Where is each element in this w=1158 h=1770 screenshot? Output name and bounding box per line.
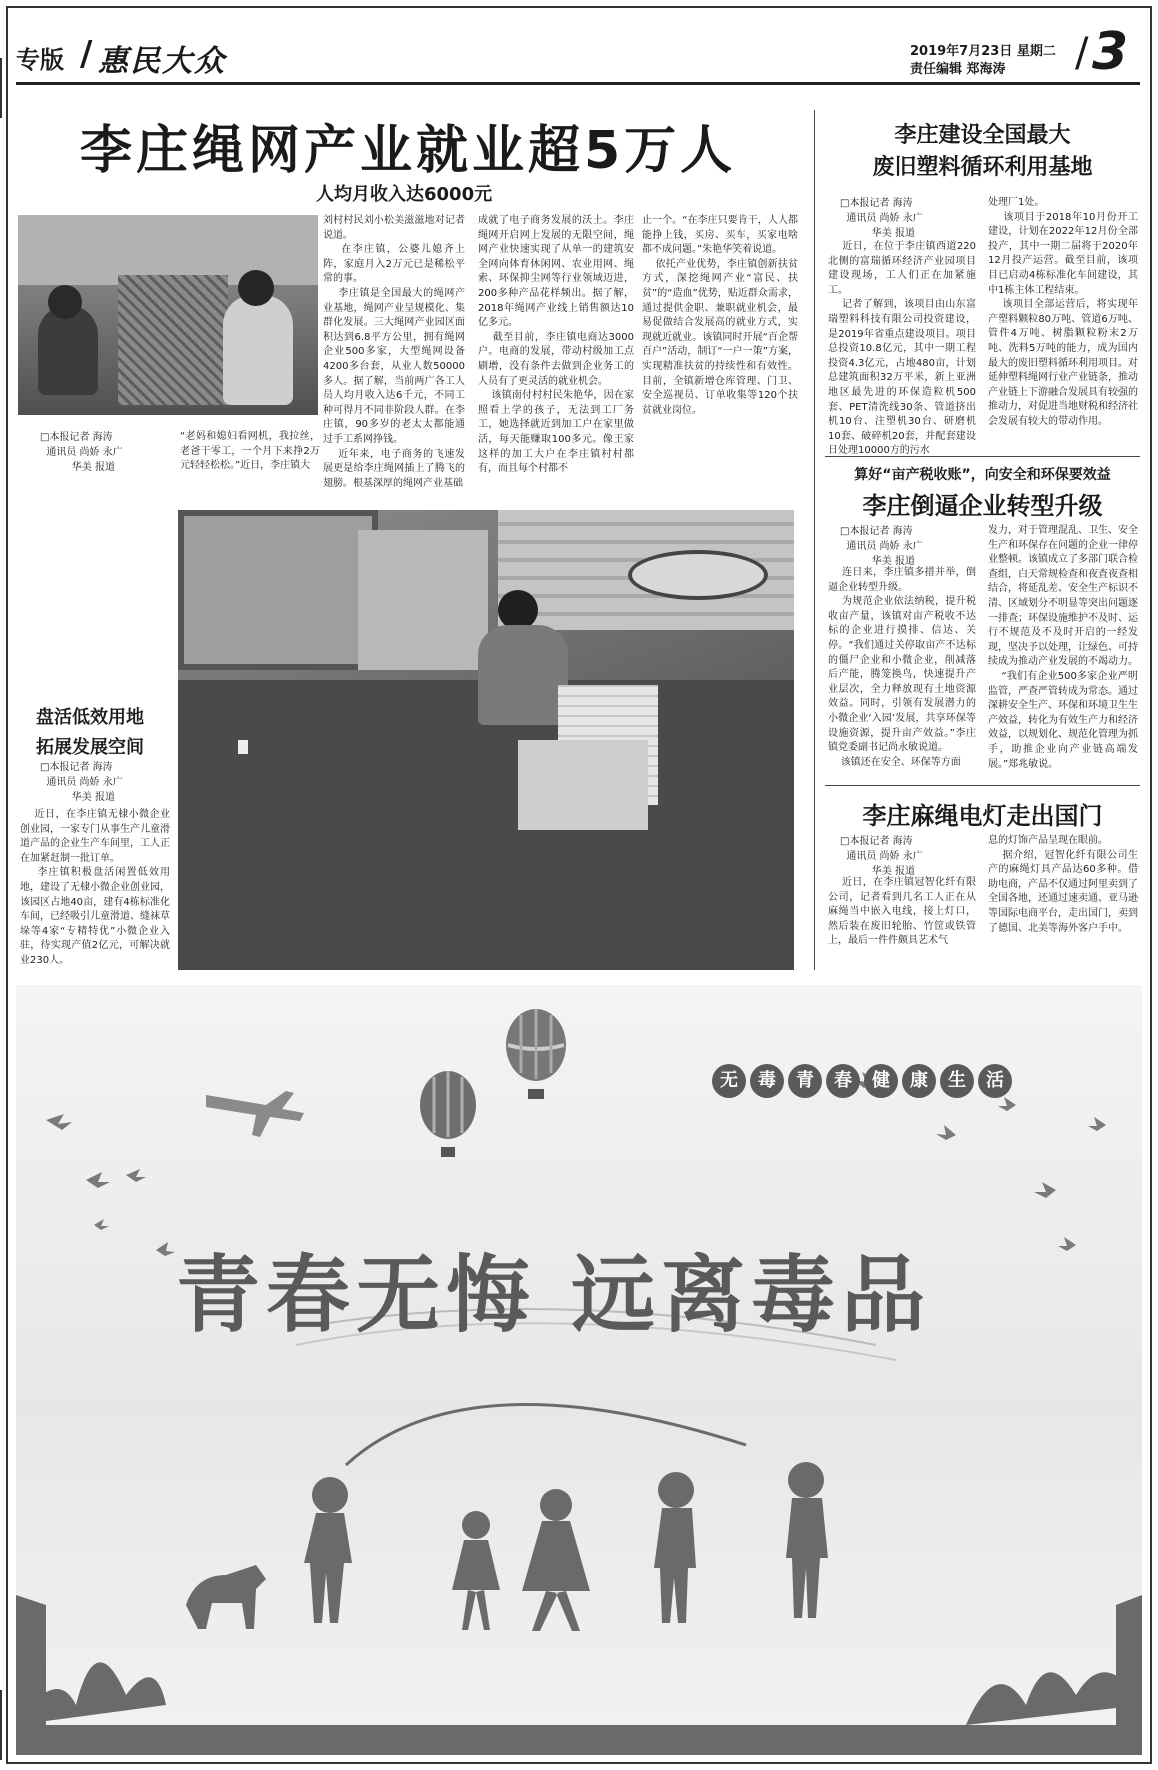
- section-label: 专版: [16, 46, 64, 74]
- photo-net-workers: [18, 215, 318, 415]
- tag-char: 毒: [750, 1064, 784, 1098]
- issue-date: 2019年7月23日 星期二: [910, 44, 1056, 59]
- header-divider: /: [1075, 30, 1089, 76]
- article-text: 成就了电子商务发展的沃土。李庄绳网开启网上发展的无限空间，绳网产业快速实现了从单一的建筑安全网向体育休闲网、农业用网、绳索、环保抑尘网等行业领域迈进，200多种产品花样频出。据了解，2018年绳网产业线上销售额达10亿多元。 截至目前，李庄镇电商达3000户。电商的发展，带动村级加工点刷增，没有条件去做到企业务工的人员有了更灵活的就业机会。 该镇南付村村民朱艳华，因在家照看上学的孩子，无法到工厂务工，她选择就近到加工户在家里做活，每天能赚取100多元。像王家这样的加工大户在李庄镇村村都有，而且每个村都不: [478, 215, 635, 475]
- brand-logo: 惠民大众: [98, 44, 226, 79]
- side-headline: [825, 120, 1140, 184]
- article-text: 近日，在李庄镇无棣小微企业创业园，一家专门从事生产儿童滑道产品的企业生产车间里，工人正在加紧赶制一批订单。 李庄镇积极盘活闲置低效用地，建设了无棣小微企业创业园，该园区占地40亩，建有4栋标准化车间，已经吸引儿童滑道、缝袜草垛等4家“专精特优”小微企业入驻，待实现产值2亿元，可解决就业230人。: [20, 809, 171, 966]
- article-divider: [825, 785, 1140, 786]
- tag-char: 无: [712, 1064, 746, 1098]
- side-headline: [20, 703, 160, 759]
- side-headline-line2: 废旧塑料循环利用基地: [872, 155, 1093, 180]
- editor-credit: 责任编辑 郑海涛: [910, 62, 1006, 77]
- ad-slogan: 青春无悔 远离毒品: [176, 1245, 932, 1344]
- kicker: 算好“亩产税收账”，向安全和环保要效益: [854, 467, 1111, 483]
- headline: 李庄绳网产业就业超5万人: [80, 121, 737, 181]
- photo-factory-worker: [178, 510, 794, 970]
- byline: □本报记者 海涛 通讯员 尚娇 永广 华美 报道: [40, 762, 123, 803]
- header-rule: [16, 82, 1140, 85]
- side-headline: 李庄麻绳电灯走出国门: [862, 802, 1103, 830]
- header-divider: /: [80, 34, 93, 74]
- tag-char: 活: [978, 1064, 1012, 1098]
- tag-char: 健: [864, 1064, 898, 1098]
- article-text: “老妈和媳妇看网机，我拉丝，老爸干零工，一个月下来挣2万元轻轻松松。”近日，李庄镇大: [180, 431, 320, 472]
- anti-drug-ad: [16, 985, 1142, 1755]
- article-text: 处理厂1处。 该项目于2018年10月份开工建设，计划在2022年12月份全部投产，其中一期二届将于2020年12月投产运营。截至目前，该项目已启动4栋标准化车间建设，其中1栋主体工程结束。 该项目全部运营后，将实现年产塑料颗粒80万吨、管道6万吨、管件4万吨、树脂颗粒粉末2万吨、洗料5万吨的能力，成为国内最大的废旧塑料循环利用项目。对延伸塑料绳网行业产业链条，推动产业链上下游融合发展具有较强的推动力，对促进当地财税和经济社会发展有较大的带动作用。: [988, 197, 1139, 427]
- article-text: 连日来，李庄镇多措并举，倒逼企业转型升级。 为规范企业依法纳税，提升税收亩产量，该镇对亩产税收不达标的企业进行摸排、信达、关停。“我们通过关停取亩产不达标的僵尸企业和小微企业，削减落后产能，腾笼换鸟，快速提升产业层次，全力释放现有土地资源效益。同时，引领有发展潜力的小微企业‘入园’发展，共享环保等设施资源，提升亩产效益。”李庄镇党委副书记尚永敏说道。 该镇还在安全、环保等方面: [828, 567, 977, 768]
- byline: □本报记者 海涛 通讯员 尚娇 永广 华美 报道: [840, 198, 923, 239]
- article-text: 刘村村民刘小松美滋滋地对记者说道。 在李庄镇，公婆儿媳齐上阵，家庭月入2万元已是稀松平常的事。 李庄镇是全国最大的绳网产业基地，绳网产业呈规模化、集群化发展。三大绳网产业园区面积达到6.8平方公里，拥有绳网企业500多家，大型绳网设备4200多台套，从业人数50000多人。据了解，当前两广各工人员人均月收入达6千元，不同工种可得月不同非阶段人群。在李庄镇，90多岁的老太太都能通过手工系网挣钱。 近年来，电子商务的飞速发展更是给李庄绳网插上了腾飞的翅膀。根基深厚的绳网产业基础: [323, 215, 466, 489]
- tag-char: 生: [940, 1064, 974, 1098]
- edge-rule: [0, 1690, 2, 1760]
- byline: □本报记者 海涛 通讯员 尚娇 永广 华美 报道: [40, 432, 123, 473]
- ad-artwork: [16, 985, 1142, 1755]
- side-headline-line1: 盘活低效用地: [36, 707, 144, 728]
- page-number: 3: [1092, 22, 1129, 82]
- byline: □本报记者 海涛 通讯员 尚娇 永广 华美 报道: [840, 836, 923, 877]
- article-text: 近日，在李庄镇冠智化纤有限公司，记者看到几名工人正在从麻绳当中嵌入电线，接上灯口，然后装在废旧轮胎、竹筐或铁管上，最后一件件颇具艺术气: [828, 877, 977, 947]
- byline: □本报记者 海涛 通讯员 尚娇 永广 华美 报道: [840, 526, 923, 567]
- airplane-icon: [206, 1091, 304, 1137]
- subheadline: 人均月收入达6000元: [316, 184, 493, 205]
- article-text: 息的灯饰产品呈现在眼前。 据介绍，冠智化纤有限公司生产的麻绳灯具产品达60多种。借助电商，产品不仅通过阿里卖到了全国各地，还通过速卖通、亚马逊等国际电商平台，走出国门，卖到了德国、北美等海外客户手中。: [988, 835, 1139, 934]
- side-headline-line2: 拓展发展空间: [36, 737, 144, 758]
- hot-air-balloon-icon: [420, 1071, 476, 1157]
- column-rule: [814, 110, 815, 970]
- tag-char: 康: [902, 1064, 936, 1098]
- tag-char: 春: [826, 1064, 860, 1098]
- children-silhouette: [16, 1405, 1142, 1756]
- side-headline: 李庄倒逼企业转型升级: [862, 492, 1103, 520]
- edge-rule: [0, 58, 2, 118]
- article-text: 止一个。“在李庄只要肯干，人人都能挣上钱，买房、买车，买家电啥都不成问题。”朱艳华笑着说道。 依托产业优势，李庄镇创新扶贫方式，深挖绳网产业“富民、扶贫”的“造血”优势，贴近群众需求，通过提供金职、兼职就业机会，最易促做结合发展高的就业方式，实现就近就业。该镇同时开展“百企帮百户”活动，制订“一户一策”方案，实现精准扶贫的持续性和有效性。目前，全镇新增仓库管理、门卫、安全巡视员、订单收集等120个扶贫就业岗位。: [642, 215, 799, 416]
- hot-air-balloon-icon: [506, 1009, 566, 1099]
- tag-char: 青: [788, 1064, 822, 1098]
- article-divider: [825, 456, 1140, 457]
- article-text: 近日，在位于李庄镇西道220北侧的富瑞循环经济产业园项目建设现场，工人们正在加紧施工。 记者了解到，该项目由山东富瑞塑料科技有限公司投资建设，是2019年省重点建设项目。项目总投资10.8亿元，其中一期工程投资4.3亿元，占地480亩，计划总建筑面积32万平米，新上亚洲地区最先进的环保造粒机500套、PET清洗线30条、管道挤出机10台、注塑机30台、研磨机10套、破碎机20套，并配套建设日处理10000方的污水: [828, 241, 977, 457]
- article-text: 发力，对于管理混乱、卫生、安全生产和环保存在问题的企业一律停业整顿。该镇成立了多部门联合检查组，白天常规检查和夜査夜查相结合，将延乱差、安全生产标识不清、区域划分不明显等突出问题逐一排查；环保设施维护不及时、运行不规范及不及时开启的一经发现，坚决予以处理，让绿色、可持续成为推动产业发展的不竭动力。 “我们有企业500多家企业严明监管，严查严管转成为常态。通过深耕安全生产、环保和环境卫生生产效益，转化为有效生产力和经济效益，以规划化、规范化管理为抓手，助推企业向产业链高端发展。”郑兆敏说。: [988, 525, 1138, 770]
- ad-tagline: [712, 1064, 1012, 1100]
- side-headline-line1: 李庄建设全国最大: [894, 123, 1071, 148]
